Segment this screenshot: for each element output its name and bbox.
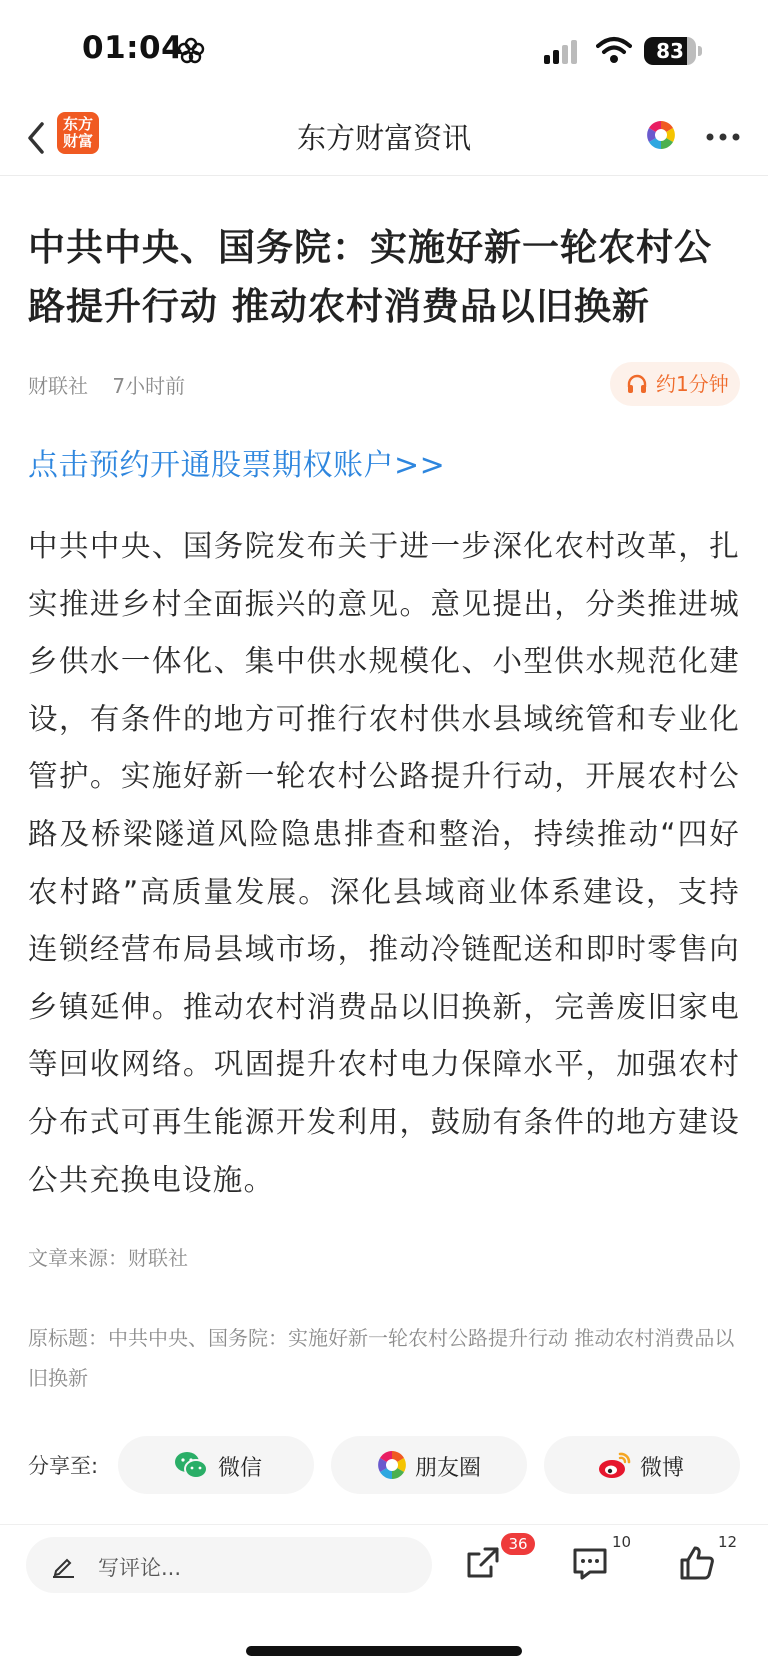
status-bar [0, 0, 768, 100]
battery-body [644, 37, 696, 65]
status-time: 01:04 [82, 30, 184, 66]
share-label: 分享至: [28, 1454, 99, 1478]
share-moments-label: 朋友圈 [415, 1456, 482, 1481]
home-indicator[interactable] [246, 1646, 522, 1656]
wechat-icon [174, 1450, 208, 1480]
share-count-badge: 36 [501, 1533, 535, 1555]
promo-link[interactable]: 点击预约开通股票期权账户>> [28, 448, 446, 483]
article-body: 中共中央、国务院发布关于进一步深化农村改革，扎实推进乡村全面振兴的意见。意见提出，分类推进城乡供水一体化、集中供水规模化、小型供水规范化建设，有条件的地方可推行农村供水县域统管和专业化管护。实施好新一轮农村公路提升行动，开展农村公路及桥梁隧道风险隐患排查和整治，持续推动“四好农村路”高质量发展。深化县域商业体系建设，支持连锁经营布局县域市场，推动冷链配送和即时零售向乡镇延伸。推动农村消费品以旧换新，完善废旧家电等回收网络。巩固提升农村电力保障水平，加强农村分布式可再生能源开发利用，鼓励有条件的地方建设公共充换电设施。 [28, 529, 740, 1197]
battery-percent: 83 [656, 39, 684, 63]
signal-icon [544, 40, 586, 64]
logo-text-bottom: 财富 [62, 132, 93, 150]
listen-label: 约1分钟 [656, 372, 729, 396]
weibo-icon [598, 1450, 632, 1480]
headphones-icon [626, 373, 648, 395]
article-meta [28, 370, 185, 399]
article-time: 7小时前 [112, 374, 186, 398]
share-wechat-button[interactable] [118, 1436, 314, 1494]
moments-icon [377, 1450, 407, 1480]
share-icon[interactable] [463, 1543, 503, 1583]
nav-bar [0, 100, 768, 176]
color-wheel-icon[interactable] [646, 120, 676, 150]
bottom-bar [0, 1524, 768, 1625]
comment-count: 10 [612, 1533, 632, 1551]
article-source[interactable]: 财联社 [28, 374, 88, 398]
share-wechat-label: 微信 [218, 1456, 263, 1481]
flower-icon [176, 36, 206, 66]
original-title: 原标题：中共中央、国务院：实施好新一轮农村公路提升行动 推动农村消费品以旧换新 [28, 1326, 735, 1390]
article-source-note: 文章来源：财联社 [28, 1246, 188, 1270]
battery-indicator [644, 37, 704, 65]
battery-cap [698, 46, 702, 56]
article-title: 中共中央、国务院：实施好新一轮农村公路提升行动 推动农村消费品以旧换新 [28, 226, 712, 328]
logo-text-top: 东方 [62, 115, 93, 133]
listen-button[interactable] [610, 362, 740, 406]
wifi-icon [596, 36, 632, 64]
share-weibo-button[interactable] [544, 1436, 740, 1494]
page-title: 东方财富资讯 [296, 121, 471, 155]
like-count: 12 [718, 1533, 738, 1551]
like-icon[interactable] [677, 1543, 717, 1583]
share-moments-button[interactable] [331, 1436, 527, 1494]
comment-icon[interactable] [570, 1543, 610, 1583]
comment-input[interactable] [26, 1537, 432, 1593]
pencil-icon [50, 1553, 76, 1579]
comment-placeholder: 写评论... [98, 1556, 182, 1580]
more-icon[interactable] [706, 132, 740, 142]
share-weibo-label: 微博 [640, 1456, 685, 1481]
